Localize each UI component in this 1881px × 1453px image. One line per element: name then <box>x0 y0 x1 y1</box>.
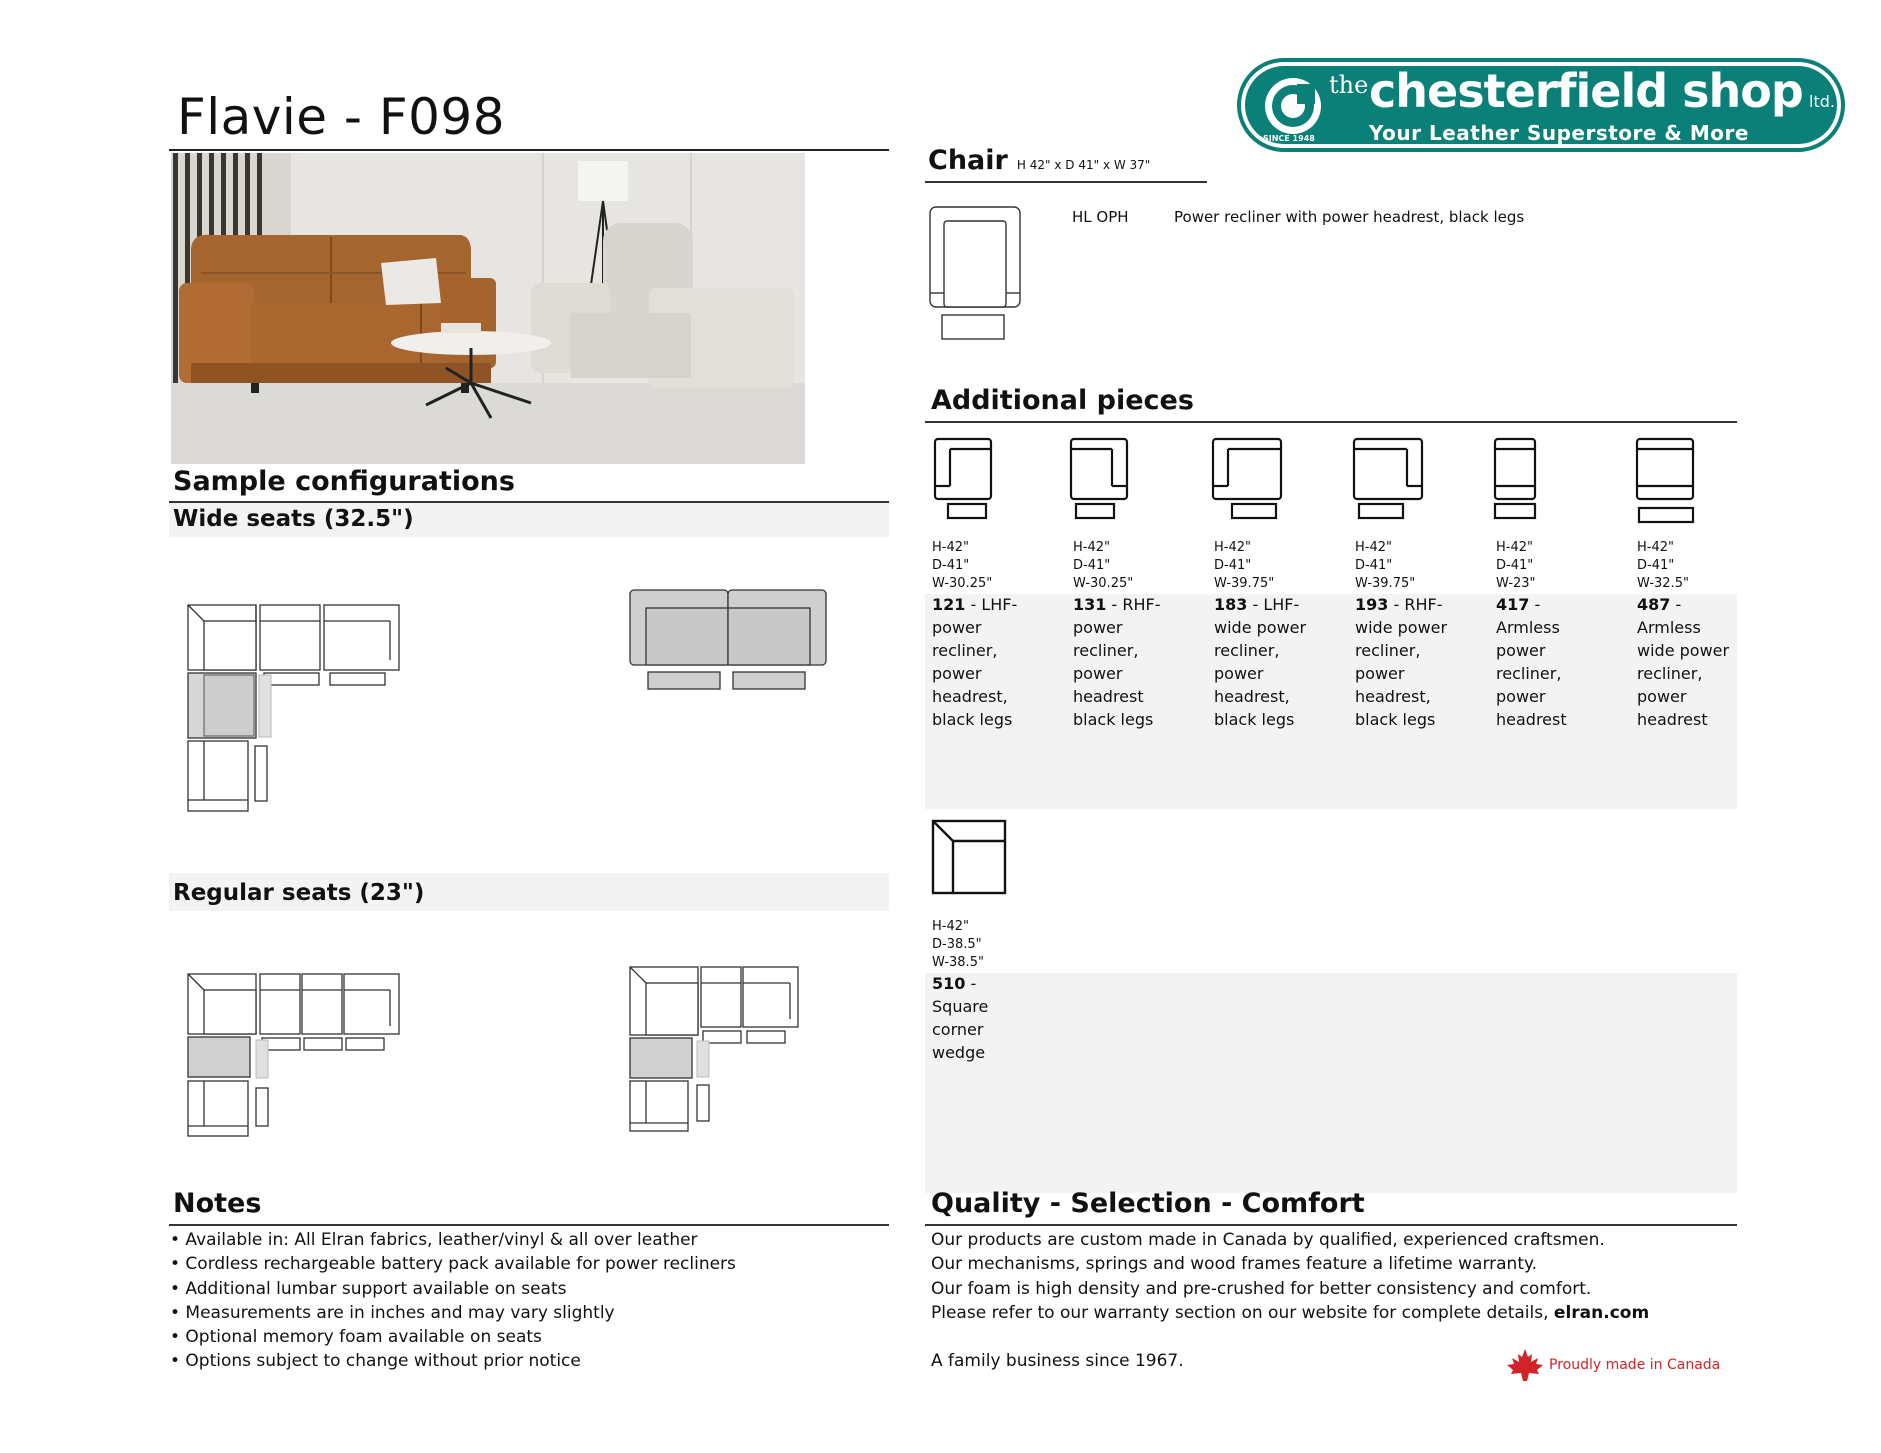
piece-417 <box>1496 539 1626 731</box>
page-title: Flavie - F098 <box>177 88 506 146</box>
chesterfield-shop-logo <box>1237 58 1845 152</box>
piece-desc-text: - Armless wide power recliner, power headrest <box>1637 595 1730 729</box>
piece-description <box>932 972 1032 1064</box>
note-item: • Optional memory foam available on seats <box>170 1327 542 1348</box>
piece-code: 131 <box>1073 595 1107 614</box>
maple-leaf-icon <box>1505 1348 1545 1382</box>
sofa-photo-illustration <box>171 153 805 464</box>
piece-description <box>1355 593 1455 731</box>
additional-pieces-heading: Additional pieces <box>931 385 1194 416</box>
chair-rule <box>925 181 1207 183</box>
piece-height: H-42" <box>1496 540 1533 555</box>
piece-depth: D-41" <box>1214 558 1252 573</box>
piece-487 <box>1637 539 1742 731</box>
piece-width: W-38.5" <box>932 955 984 970</box>
logo-the: the <box>1329 71 1369 99</box>
piece-code: 510 <box>932 974 966 993</box>
piece-height: H-42" <box>1355 540 1392 555</box>
chair-dims: H 42" x D 41" x W 37" <box>1016 158 1151 172</box>
piece-code: 417 <box>1496 595 1530 614</box>
note-item: • Cordless rechargeable battery pack available for power recliners <box>170 1254 736 1275</box>
piece-width: W-30.25" <box>1073 576 1134 591</box>
title-underline <box>169 149 889 151</box>
quality-rule <box>925 1224 1737 1226</box>
piece-desc-text: - RHF- wide power recliner, power headrest, black legs <box>1355 595 1448 729</box>
quality-line: Our foam is high density and pre-crushed for better consistency and comfort. <box>931 1278 1592 1299</box>
piece-depth: D-41" <box>1637 558 1675 573</box>
note-item: • Additional lumbar support available on seats <box>170 1278 567 1299</box>
wide-loveseat-diagram <box>628 588 828 693</box>
chair-code: HL OPH <box>1072 208 1129 226</box>
piece-code: 121 <box>932 595 966 614</box>
piece-510 <box>932 918 1052 1064</box>
piece-depth: D-41" <box>1355 558 1393 573</box>
piece-description <box>1073 593 1163 731</box>
quality-line: Our mechanisms, springs and wood frames feature a lifetime warranty. <box>931 1254 1538 1275</box>
regular-sectional-diagram-1 <box>180 968 410 1143</box>
piece-height: H-42" <box>1214 540 1251 555</box>
additional-rule <box>925 421 1737 423</box>
logo-ltd: ltd. <box>1809 92 1835 111</box>
piece-depth: D-38.5" <box>932 937 982 952</box>
piece-description <box>1496 593 1602 731</box>
piece-510-icon <box>930 818 1010 898</box>
piece-height: H-42" <box>932 540 969 555</box>
piece-height: H-42" <box>1073 540 1110 555</box>
piece-depth: D-41" <box>932 558 970 573</box>
note-item: • Options subject to change without prior notice <box>170 1351 581 1372</box>
piece-depth: D-41" <box>1496 558 1534 573</box>
regular-sectional-diagram-2 <box>625 963 805 1138</box>
piece-desc-text: - LHF- wide power recliner, power headrest, black legs <box>1214 595 1307 729</box>
piece-width: W-39.75" <box>1214 576 1275 591</box>
piece-description <box>1637 593 1737 731</box>
piece-width: W-39.75" <box>1355 576 1416 591</box>
notes-heading: Notes <box>173 1188 262 1219</box>
family-line: A family business since 1967. <box>931 1351 1184 1372</box>
product-photo <box>171 153 805 464</box>
piece-desc-text: - Square corner wedge <box>932 974 989 1062</box>
notes-list <box>170 1228 736 1374</box>
quality-heading: Quality - Selection - Comfort <box>931 1188 1365 1219</box>
piece-131 <box>1073 539 1203 731</box>
piece-desc-text: - RHF- power recliner, power headrest black legs <box>1073 595 1161 729</box>
piece-code: 487 <box>1637 595 1671 614</box>
chair-heading: Chair <box>928 145 1008 176</box>
website-link[interactable]: elran.com <box>1553 1302 1650 1323</box>
piece-code: 193 <box>1355 595 1389 614</box>
piece-code: 183 <box>1214 595 1248 614</box>
chair-description: Power recliner with power headrest, black legs <box>1174 208 1525 226</box>
chair-heading-row <box>928 145 1150 176</box>
piece-width: W-30.25" <box>932 576 993 591</box>
piece-description <box>932 593 1022 731</box>
piece-193 <box>1355 539 1485 731</box>
notes-rule <box>169 1224 889 1226</box>
piece-desc-text: - LHF- power recliner, power headrest, black legs <box>932 595 1018 729</box>
logo-since: SINCE 1948 <box>1263 134 1315 143</box>
piece-width: W-23" <box>1496 576 1536 591</box>
wide-seats-label: Wide seats (32.5") <box>173 506 414 532</box>
made-in-canada <box>1505 1348 1720 1382</box>
piece-height: H-42" <box>1637 540 1674 555</box>
sample-configurations-heading: Sample configurations <box>173 466 515 497</box>
pieces-diagrams <box>930 436 1730 526</box>
note-item: • Available in: All Elran fabrics, leather/vinyl & all over leather <box>170 1230 698 1250</box>
chair-diagram <box>928 205 1023 345</box>
note-item: • Measurements are in inches and may vary slightly <box>170 1302 615 1323</box>
piece-183 <box>1214 539 1344 731</box>
logo-brand: chesterfield shop <box>1369 64 1803 118</box>
piece-description <box>1214 593 1314 731</box>
piece-desc-text: - Armless power recliner, power headrest <box>1496 595 1567 729</box>
piece-height: H-42" <box>932 919 969 934</box>
piece-121 <box>932 539 1062 731</box>
piece-depth: D-41" <box>1073 558 1111 573</box>
quality-warranty-line <box>931 1301 1649 1325</box>
made-in-canada-text: Proudly made in Canada <box>1549 1357 1721 1373</box>
piece-width: W-32.5" <box>1637 576 1689 591</box>
logo-tagline: Your Leather Superstore & More <box>1369 121 1749 145</box>
warranty-text: Please refer to our warranty section on our website for complete details, <box>931 1302 1554 1323</box>
quality-line: Our products are custom made in Canada by qualified, experienced craftsmen. <box>931 1230 1605 1250</box>
regular-seats-label: Regular seats (23") <box>173 880 425 906</box>
wide-sectional-diagram <box>180 595 410 820</box>
